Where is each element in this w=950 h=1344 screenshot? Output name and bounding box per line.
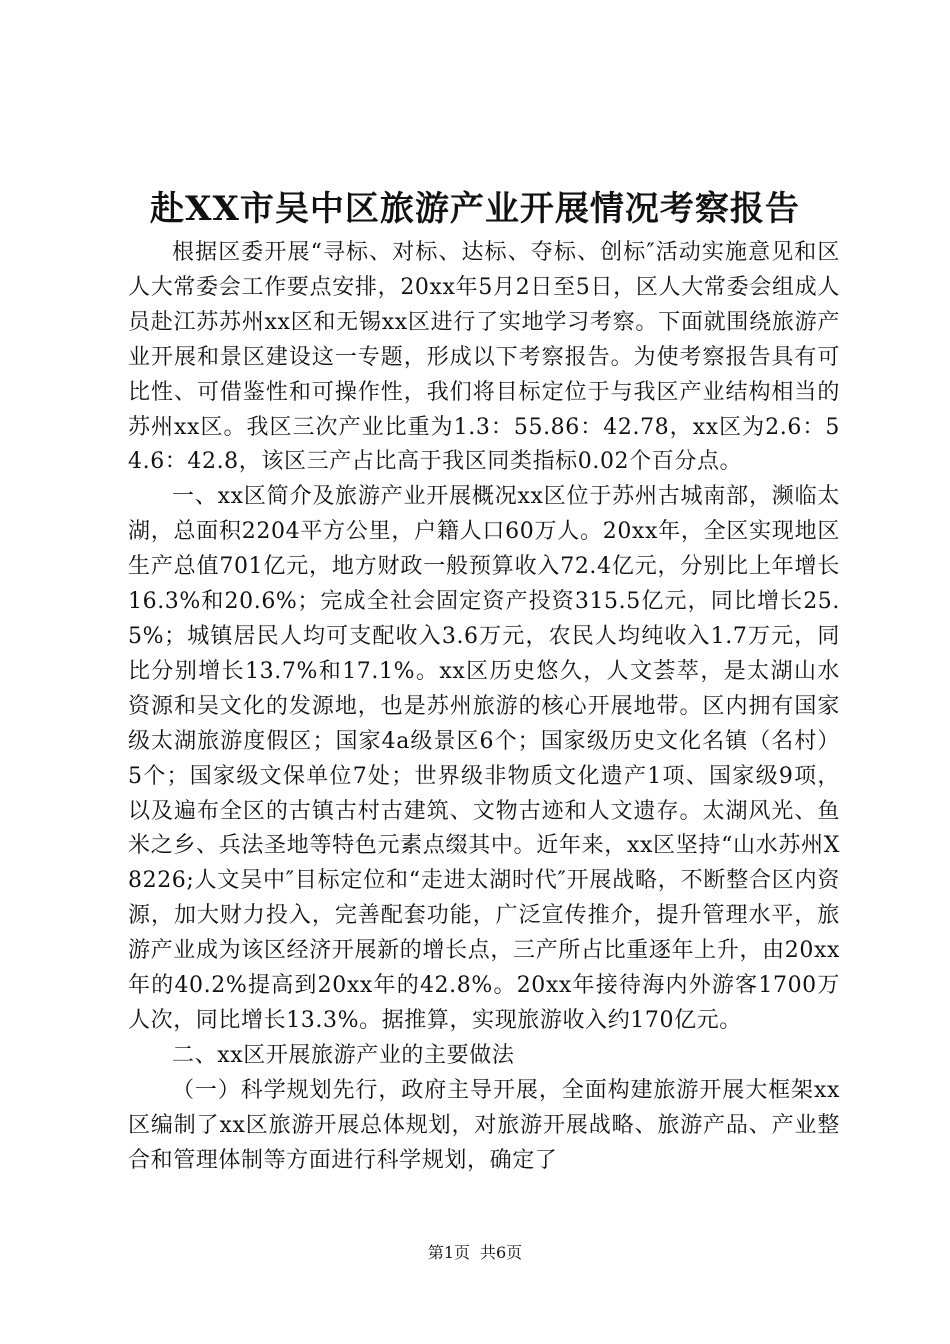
- page-total: 共6页: [480, 1243, 523, 1262]
- paragraph-section-2-heading: 二、xx区开展旅游产业的主要做法: [172, 1042, 515, 1068]
- paragraph-section-2-1: （一）科学规划先行，政府主导开展，全面构建旅游开展大框架xx区编制了xx区旅游开展总体规划，对旅游开展战略、旅游产品、产业整合和管理体制等方面进行科学规划，确定了: [128, 1077, 840, 1173]
- page-number: 第1页: [427, 1243, 470, 1262]
- paragraph-intro: 根据区委开展“寻标、对标、达标、夺标、创标″活动实施意见和区人大常委会工作要点安排，20xx年5月2日至5日，区人大常委会组成人员赴江苏苏州xx区和无锡xx区进行了实地学习考察。下面就围绕旅游产业开展和景区建设这一专题，形成以下考察报告。为使考察报告具有可比性、可借鉴性和可操作性，我们将目标定位于与我区产业结构相当的苏州xx区。我区三次产业比重为1.3：55.86：42.78，xx区为2.6：54.6：42.8，该区三产占比高于我区同类指标0.02个百分点。: [128, 240, 840, 475]
- document-body: [128, 236, 840, 1178]
- page-footer: [0, 1241, 950, 1265]
- page-title: 赴XX市吴中区旅游产业开展情况考察报告: [150, 189, 800, 229]
- paragraph-section-1: 一、xx区简介及旅游产业开展概况xx区位于苏州古城南部，濒临太湖，总面积2204平方公里，户籍人口60万人。20xx年，全区实现地区生产总值701亿元，地方财政一般预算收入72.4亿元，分别比上年增长16.3%和20.6%；完成全社会固定资产投资315.5亿元，同比增长25.5%；城镇居民人均可支配收入3.6万元，农民人均纯收入1.7万元，同比分别增长13.7%和17.1%。xx区历史悠久，人文荟萃，是太湖山水资源和吴文化的发源地，也是苏州旅游的核心开展地带。区内拥有国家级太湖旅游度假区；国家4a级景区6个；国家级历史文化名镇（名村）5个；国家级文保单位7处；世界级非物质文化遗产1项、国家级9项，以及遍布全区的古镇古村古建筑、文物古迹和人文遗存。太湖风光、鱼米之乡、兵法圣地等特色元素点缀其中。近年来，xx区坚持“山水苏州X8226;人文吴中″目标定位和“走进太湖时代″开展战略，不断整合区内资源，加大财力投入，完善配套功能，广泛宣传推介，提升管理水平，旅游产业成为该区经济开展新的增长点，三产所占比重逐年上升，由20xx年的40.2%提高到20xx年的42.8%。20xx年接待海内外游客1700万人次，同比增长13.3%。据推算，实现旅游收入约170亿元。: [128, 484, 840, 1033]
